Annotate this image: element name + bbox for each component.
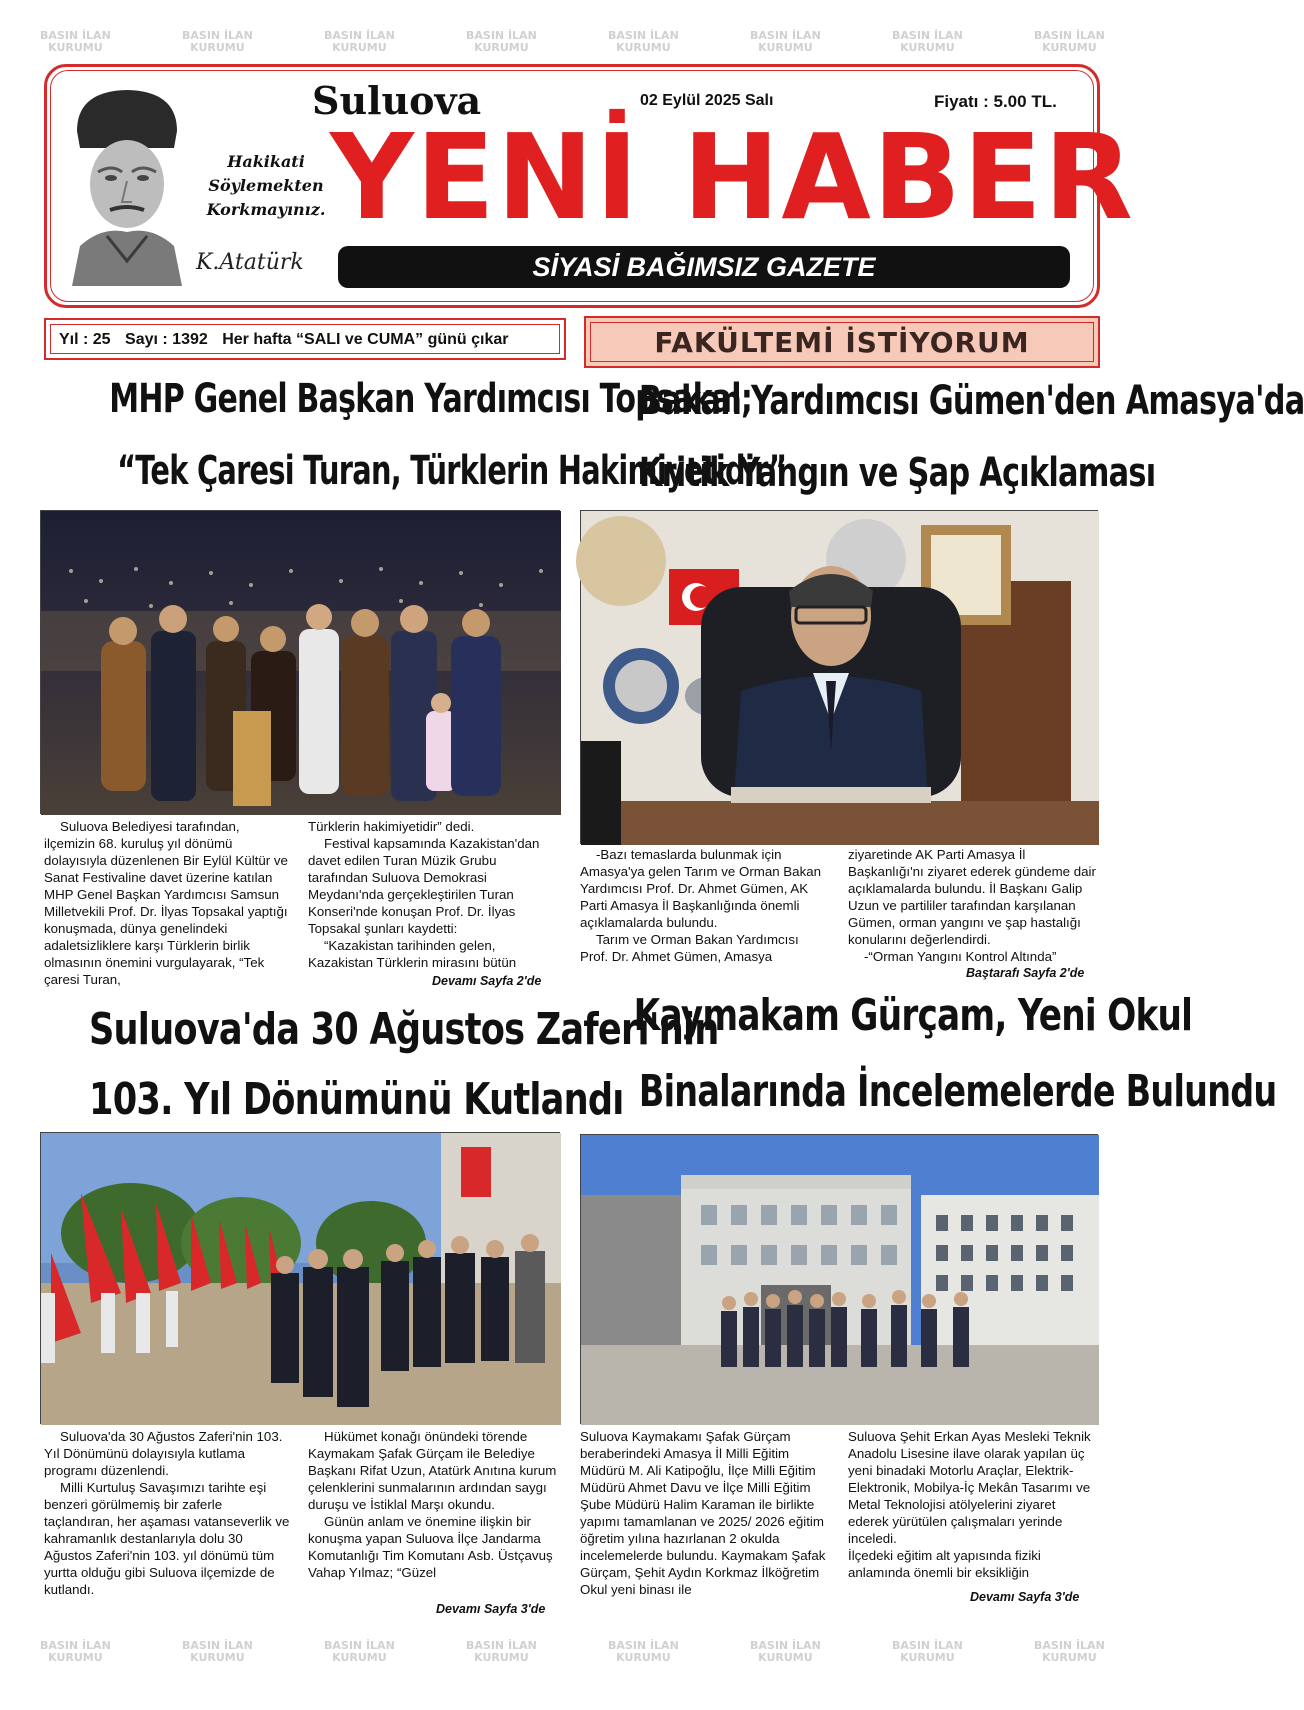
watermark-stamp <box>182 1640 253 1664</box>
gumen-continued-link[interactable]: Baştarafı Sayfa 2'de <box>966 966 1085 980</box>
watermark-stamp <box>1034 30 1105 54</box>
topsakal-paragraph-1: Suluova Belediyesi tarafından, ilçemizin 68. kuruluş yıl dönümü dolayısıyla düzenlenen Bir Eylül Kültür ve Sanat Festivaline davet üzerine katılan MHP Genel Başkan Yardımcısı Samsun Milletvekili Prof. Dr. İlyas Topsakal yaptığı konuşmada, dünya genelindeki adaletsizliklere karşı Türklerin birlik olmasının önemini vurgulayarak, “Tek çaresi Turan, <box>44 819 288 987</box>
brand-logo: YENİ HABER <box>330 108 1135 246</box>
watermark-line-2: KURUMU <box>48 1651 103 1664</box>
watermark-line-2: KURUMU <box>1042 1651 1097 1664</box>
watermark-line-1: BASIN İLAN <box>608 29 679 42</box>
issue-number: Sayı : 1392 <box>125 331 208 348</box>
watermark-line-1: BASIN İLAN <box>1034 1639 1105 1652</box>
watermark-stamp <box>40 30 111 54</box>
topsakal-paragraph-3: Festival kapsamında Kazakistan'dan davet edilen Turan Müzik Grubu tarafından Suluova Demokrasi Meydanı'nda gerçekleştirilen Turan Konseri'nde konuşan Prof. Dr. İlyas Topsakal şunları kaydetti: <box>308 836 540 936</box>
topsakal-photo <box>40 510 560 814</box>
watermark-line-1: BASIN İLAN <box>1034 29 1105 42</box>
brand-small-name: Suluova <box>312 78 482 123</box>
okul-paragraph-1: Suluova Kaymakamı Şafak Gürçam beraberindeki Amasya İl Milli Eğitim Müdürü M. Ali Katipoğlu, İlçe Milli Eğitim Müdürü Ahmet Davu ve İlçe Milli Eğitim Şube Müdürü Halim Karaman ile birlikte yapımı tamamlanan ve 2025/ 2026 eğitim öğretim yılına hazırlanan 2 okulda incelemelerde bulundu. Kaymakam Şafak Gürçam, Şehit Aydın Korkmaz İlköğretim Okul yeni binası ile <box>580 1429 826 1597</box>
issue-schedule: Her hafta “SALI ve CUMA” günü çıkar <box>222 331 509 348</box>
watermark-line-1: BASIN İLAN <box>40 29 111 42</box>
campaign-banner <box>584 316 1100 368</box>
motto-line-2: Söylemekten <box>208 176 324 195</box>
okul-headline-2: Binalarında İncelemelerde Bulundu <box>638 1066 1277 1117</box>
watermark-line-1: BASIN İLAN <box>608 1639 679 1652</box>
issue-price: Fiyatı : 5.00 TL. <box>934 92 1057 111</box>
okul-photo <box>580 1134 1098 1424</box>
watermark-line-2: KURUMU <box>190 1651 245 1664</box>
watermark-stamp <box>892 1640 963 1664</box>
watermark-line-2: KURUMU <box>616 1651 671 1664</box>
watermark-stamp <box>608 30 679 54</box>
watermark-line-2: KURUMU <box>758 41 813 54</box>
gumen-col-2 <box>848 846 1096 965</box>
ataturk-signature: K.Atatürk <box>196 250 304 275</box>
watermark-stamp <box>324 30 395 54</box>
okul-col-2 <box>848 1428 1098 1581</box>
watermark-line-1: BASIN İLAN <box>182 29 253 42</box>
watermark-line-2: KURUMU <box>474 1651 529 1664</box>
watermark-line-1: BASIN İLAN <box>750 1639 821 1652</box>
ataturk-portrait <box>62 86 192 286</box>
gumen-headline-2: Kritik Yangın ve Şap Açıklaması <box>638 450 1156 496</box>
motto-text <box>196 150 336 222</box>
topsakal-headline-2: “Tek Çaresi Turan, Türklerin Hakimiyetidir” <box>117 448 787 494</box>
watermark-line-2: KURUMU <box>616 41 671 54</box>
campaign-text: FAKÜLTEMİ İSTİYORUM <box>590 322 1094 362</box>
zafer-paragraph-2: Milli Kurtuluş Savaşımızı tarihte eşi benzeri görülmemiş bir zaferle taçlandıran, her aşaması vatanseverlik ve kahramanlık destanlarıyla dolu 30 Ağustos Zaferi'nin 103. yıl dönümü tüm yurtta olduğu gibi Suluova ilçemizde de kutlandı. <box>44 1480 290 1597</box>
issue-date: 02 Eylül 2025 Salı <box>640 92 774 109</box>
zafer-headline-1: Suluova'da 30 Ağustos Zaferi'nin <box>89 1004 719 1055</box>
watermark-line-2: KURUMU <box>900 41 955 54</box>
zafer-col-2 <box>308 1428 560 1581</box>
motto-line-1: Hakikati <box>227 152 305 171</box>
watermark-stamp <box>182 30 253 54</box>
issue-year: Yıl : 25 <box>59 331 111 348</box>
watermark-stamp <box>40 1640 111 1664</box>
zafer-photo <box>40 1132 560 1424</box>
watermark-line-2: KURUMU <box>1042 41 1097 54</box>
watermark-line-1: BASIN İLAN <box>750 29 821 42</box>
zafer-continued-link[interactable]: Devamı Sayfa 3'de <box>436 1602 546 1616</box>
topsakal-paragraph-4: “Kazakistan tarihinden gelen, Kazakistan Türklerin mirasını bütün <box>308 938 517 970</box>
watermark-stamp <box>892 30 963 54</box>
okul-continued-link[interactable]: Devamı Sayfa 3'de <box>970 1590 1080 1604</box>
topsakal-headline-1: MHP Genel Başkan Yardımcısı Topsakal; <box>109 376 753 422</box>
okul-col-1 <box>580 1428 832 1598</box>
topsakal-continued-link[interactable]: Devamı Sayfa 2'de <box>432 974 542 988</box>
okul-paragraph-2: Suluova Şehit Erkan Ayas Mesleki Teknik Anadolu Lisesine ilave olarak yapılan üç yeni binadaki Motorlu Araçlar, Elektrik-Elektronik, Mobilya-İç Mekân Tasarımı ve Metal Teknolojisi atölyelerini ziyaret ederek yürütülen çalışmaları yerinde inceledi. <box>848 1429 1091 1546</box>
okul-headline-1: Kaymakam Gürçam, Yeni Okul <box>633 990 1193 1041</box>
topsakal-paragraph-2: Türklerin hakimiyetidir” dedi. <box>308 819 475 834</box>
zafer-col-1 <box>44 1428 292 1598</box>
gumen-headline-1: Bakan Yardımcısı Gümen'den Amasya'da <box>638 378 1304 424</box>
watermark-line-2: KURUMU <box>758 1651 813 1664</box>
gumen-paragraph-1: -Bazı temaslarda bulunmak için Amasya'ya gelen Tarım ve Orman Bakan Yardımcısı Prof. Dr. Ahmet Gümen, AK Parti Amasya İl Başkanlığında önemli açıklamalarda bulundu. <box>580 847 822 930</box>
watermark-stamp <box>466 30 537 54</box>
watermark-line-2: KURUMU <box>190 41 245 54</box>
issue-info-box <box>44 318 566 360</box>
watermark-line-1: BASIN İLAN <box>466 1639 537 1652</box>
zafer-headline-2: 103. Yıl Dönümünü Kutlandı <box>89 1074 624 1125</box>
zafer-paragraph-3: Hükümet konağı önündeki törende Kaymakam Şafak Gürçam ile Belediye Başkanı Rifat Uzun, Atatürk Anıtına kurum çelenklerini sunmalarının ardından saygı duruşu ve İstiklal Marşı okundu. <box>308 1429 557 1512</box>
okul-paragraph-3: İlçedeki eğitim alt yapısında fiziki anlamında önemli bir eksikliğin <box>848 1548 1041 1580</box>
watermark-line-1: BASIN İLAN <box>182 1639 253 1652</box>
topsakal-col-1 <box>44 818 292 988</box>
watermark-line-2: KURUMU <box>332 1651 387 1664</box>
motto-line-3: Korkmayınız. <box>206 200 326 219</box>
zafer-paragraph-4: Günün anlam ve önemine ilişkin bir konuşma yapan Suluova İlçe Jandarma Komutanlığı Tim Komutanı Asb. Üstçavuş Vahap Yılmaz; “Güzel <box>308 1514 553 1580</box>
watermark-line-2: KURUMU <box>900 1651 955 1664</box>
watermark-line-2: KURUMU <box>48 41 103 54</box>
watermark-stamp <box>324 1640 395 1664</box>
watermark-stamp <box>1034 1640 1105 1664</box>
gumen-paragraph-4: -“Orman Yangını Kontrol Altında” <box>864 949 1057 964</box>
watermark-stamp <box>750 1640 821 1664</box>
watermark-line-1: BASIN İLAN <box>466 29 537 42</box>
watermark-line-1: BASIN İLAN <box>892 1639 963 1652</box>
gumen-paragraph-3: ziyaretinde AK Parti Amasya İl Başkanlığı'nı ziyaret ederek gündeme dair açıklamalarda bulundu. İl Başkanı Galip Uzun ve partililer tarafından karşılanan Gümen, orman yangını ve şap hastalığı konularını değerlendirdi. <box>848 847 1096 947</box>
watermark-line-1: BASIN İLAN <box>40 1639 111 1652</box>
zafer-paragraph-1: Suluova'da 30 Ağustos Zaferi'nin 103. Yıl Dönümünü dolayısıyla kutlama programı düzenlendi. <box>44 1429 283 1478</box>
watermark-line-2: KURUMU <box>332 41 387 54</box>
watermark-line-2: KURUMU <box>474 41 529 54</box>
watermark-stamp <box>466 1640 537 1664</box>
gumen-col-1 <box>580 846 828 965</box>
topsakal-col-2 <box>308 818 560 971</box>
slogan-bar: SİYASİ BAĞIMSIZ GAZETE <box>338 246 1070 288</box>
watermark-line-1: BASIN İLAN <box>324 1639 395 1652</box>
watermark-line-1: BASIN İLAN <box>892 29 963 42</box>
gumen-photo <box>580 510 1098 844</box>
watermark-stamp <box>608 1640 679 1664</box>
gumen-paragraph-2: Tarım ve Orman Bakan Yardımcısı Prof. Dr. Ahmet Gümen, Amasya <box>580 932 799 964</box>
watermark-line-1: BASIN İLAN <box>324 29 395 42</box>
watermark-stamp <box>750 30 821 54</box>
